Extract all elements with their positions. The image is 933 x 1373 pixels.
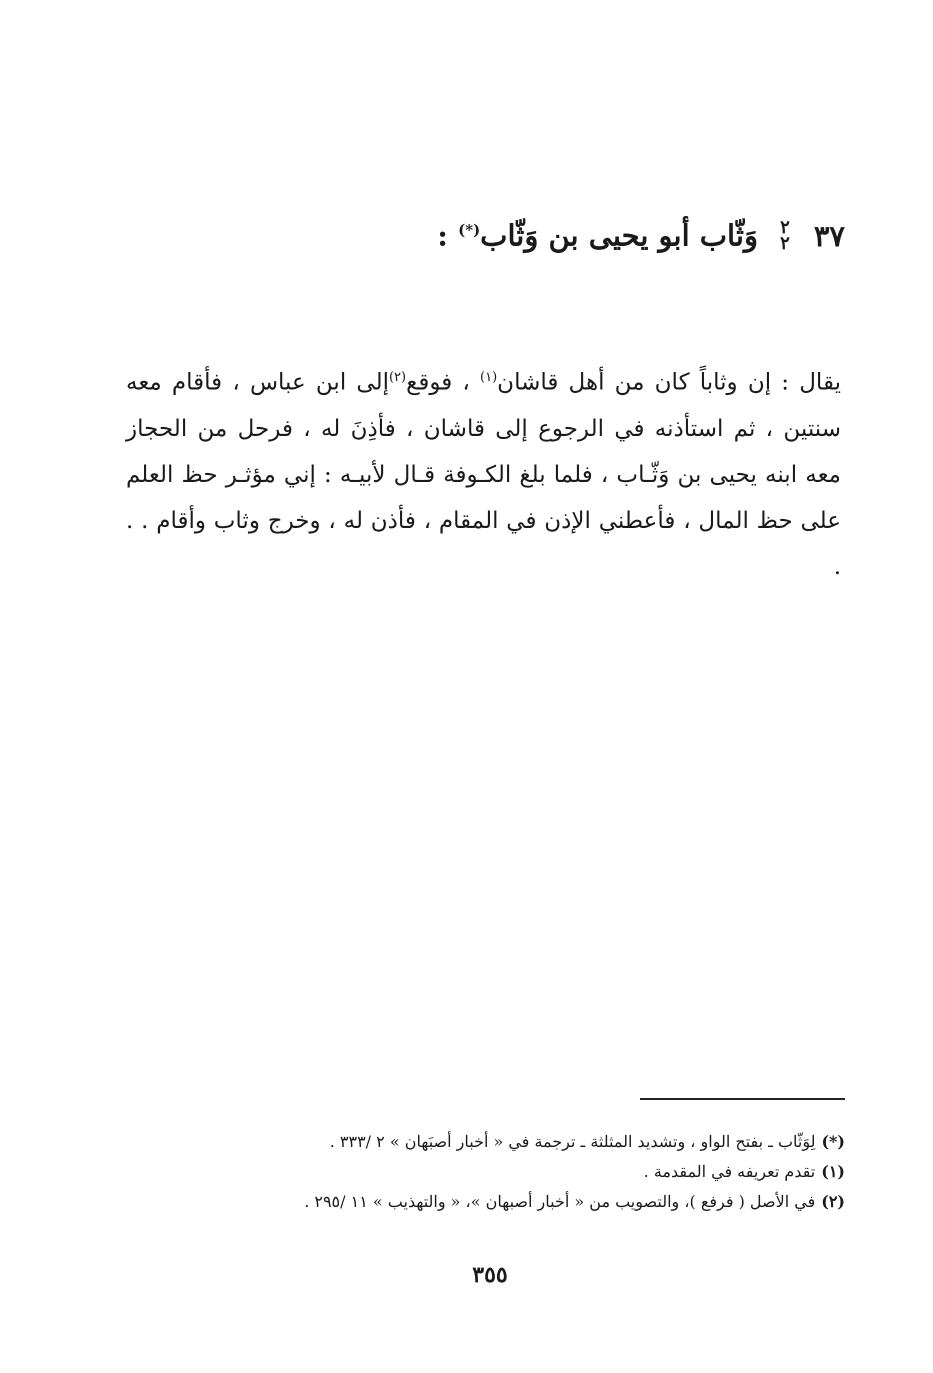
entry-rank-top: ٢ [780, 216, 790, 238]
footnotes [225, 1127, 845, 1217]
entry-title: وَثّاب أبو يحيى بن وَثّاب [480, 218, 758, 253]
body-segment-3: إلى ابن عباس ، فأقام معه سنتين ، ثم استأذنه في الرجوع إلى قاشان ، فأذِنَ له ، فرحل من الحجاز معه ابنه يحيى بن وَثّـاب ، فلما بلغ الكـوفة قـال لأبيـه : إني مؤثـر حظ العلم على حظ المال ، فأعطني الإذن في المقام ، فأذن له ، وخرج وثاب وأقام . . . [126, 369, 841, 580]
footnote-1 [225, 1157, 845, 1187]
footnote-2 [225, 1187, 845, 1217]
body-segment-1: يقال : إن وثاباً كان من أهل قاشان [497, 369, 841, 396]
entry-colon: : [437, 218, 449, 253]
entry-heading [145, 208, 845, 258]
entry-footnote-marker: (*) [458, 221, 481, 239]
footnote-mark: (١) [821, 1162, 845, 1181]
footnote-star [225, 1127, 845, 1157]
footnote-ref-2: (٢) [388, 370, 407, 385]
footnote-separator [640, 1098, 845, 1100]
footnote-mark: (٢) [821, 1192, 845, 1211]
body-paragraph [126, 355, 841, 590]
footnote-ref-1: (١) [480, 370, 498, 385]
page-number: ٣٥٥ [472, 1262, 508, 1288]
entry-rank [780, 216, 790, 254]
footnote-mark: (*) [821, 1132, 845, 1151]
entry-number: ٣٧ [813, 218, 845, 253]
footnote-text: تقدم تعريفه في المقدمة . [643, 1162, 816, 1181]
body-segment-2: ، فوقع [406, 369, 481, 396]
footnote-text: لِوَثّاب ـ بفتح الواو ، وتشديد المثلثة ـ ترجمة في « أخبار أصبَهان » ٢ /٣٣٣ . [329, 1132, 816, 1151]
footnote-text: في الأصل ( فرفع )، والتصويب من « أخبار أصبهان »، « والتهذيب » ١١ /٢٩٥ . [304, 1192, 816, 1211]
entry-rank-bottom: ٢ [780, 232, 790, 254]
